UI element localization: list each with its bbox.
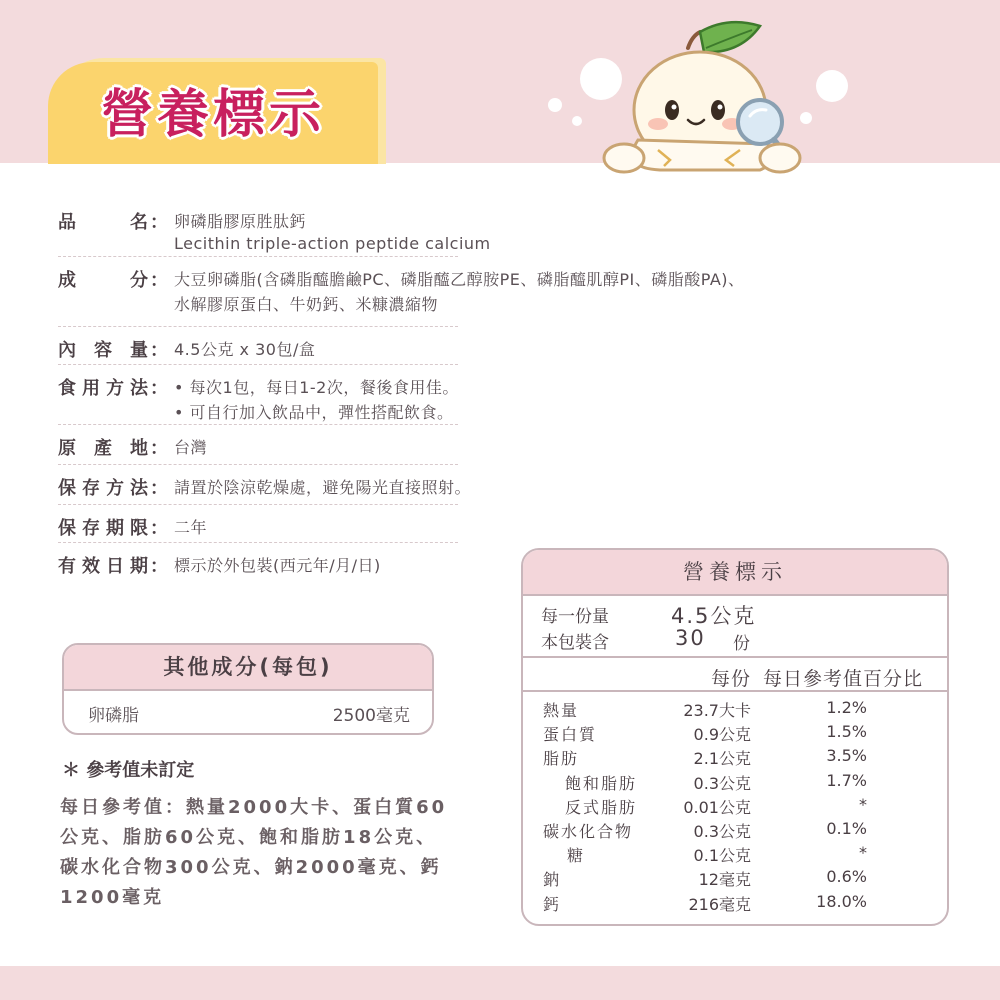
info-divider	[58, 542, 458, 543]
mascot-hand-left	[604, 144, 644, 172]
info-value: 台灣	[174, 438, 208, 457]
info-divider	[58, 424, 458, 425]
nutrient-amount: 0.1公克	[693, 846, 751, 866]
info-label	[58, 374, 162, 400]
nutrient-name: 反式脂肪	[565, 797, 638, 817]
bubble-decoration	[548, 98, 562, 112]
nutrition-row	[523, 819, 947, 843]
other-ingredient-value: 2500毫克	[332, 706, 410, 726]
info-label-text: 成 分	[58, 270, 148, 291]
serving-size-value: 4.5公克	[671, 604, 757, 628]
nutrient-daily-percent: *	[859, 843, 867, 863]
info-colon: ：	[150, 212, 168, 233]
info-label-text: 食 用 方 法	[58, 378, 148, 399]
info-colon: ：	[150, 438, 168, 459]
nutrition-table	[521, 548, 949, 926]
nutrient-daily-percent: *	[859, 794, 867, 814]
info-value: 卵磷脂膠原胜肽鈣	[174, 212, 307, 231]
info-divider	[58, 326, 458, 327]
info-value: • 每次1包，每日1-2次，餐後食用佳。	[174, 378, 459, 397]
nutrient-daily-percent: 3.5%	[826, 746, 867, 766]
nutrient-amount: 2.1公克	[693, 749, 751, 769]
nutrient-name: 脂肪	[543, 749, 580, 769]
nutrient-amount: 23.7大卡	[683, 701, 751, 720]
nutrition-row	[523, 722, 947, 746]
nutrition-row	[523, 795, 947, 819]
nutrient-amount: 0.3公克	[693, 822, 751, 841]
bubble-decoration	[572, 116, 582, 126]
bubble-decoration	[816, 70, 848, 102]
info-label	[58, 552, 162, 578]
daily-value-header: 每日參考值百分比	[763, 668, 924, 690]
info-value: 大豆卵磷脂(含磷脂醯膽鹼PC、磷脂醯乙醇胺PE、磷脂醯肌醇PI、磷脂酸PA)、	[174, 270, 745, 289]
servings-count-value: 30	[675, 626, 706, 650]
info-label	[58, 336, 162, 362]
info-colon: ：	[150, 478, 168, 499]
reference-note-body: 每日參考值：熱量2000大卡、蛋白質60公克、脂肪60公克、飽和脂肪18公克、碳水化合物300公克、鈉2000毫克、鈣1200毫克	[60, 797, 448, 908]
info-label-text: 有 效 日 期	[58, 556, 148, 577]
nutrient-amount: 0.3公克	[693, 773, 751, 793]
nutrition-row	[523, 746, 947, 770]
nutrient-amount: 0.01公克	[683, 797, 751, 817]
servings-count-unit: 份	[733, 634, 750, 654]
nutrient-name: 熱量	[543, 701, 580, 720]
info-colon: ：	[150, 270, 168, 291]
info-label	[58, 208, 162, 234]
info-label	[58, 474, 162, 500]
nutrient-daily-percent: 0.1%	[826, 819, 867, 838]
info-value: 標示於外包裝(西元年/月/日)	[174, 556, 381, 575]
info-colon: ：	[150, 556, 168, 577]
info-value: 請置於陰涼乾燥處，避免陽光直接照射。	[174, 478, 472, 497]
info-label-text: 保 存 期 限	[58, 518, 148, 539]
footer-band	[0, 966, 1000, 1000]
nutrient-amount: 12毫克	[698, 870, 751, 890]
servings-count-label: 本包裝含	[541, 633, 609, 653]
mascot-illustration	[600, 18, 810, 178]
info-label-text: 保 存 方 法	[58, 478, 148, 499]
info-label	[58, 514, 162, 540]
table-divider	[523, 690, 947, 692]
nutrient-daily-percent: 1.7%	[826, 770, 867, 790]
nutrition-row	[523, 867, 947, 891]
nutrition-row	[523, 843, 947, 867]
info-divider	[58, 504, 458, 505]
serving-size-label: 每一份量	[541, 607, 609, 627]
nutrition-row	[523, 892, 947, 916]
nutrient-name: 鈣	[543, 894, 562, 914]
nutrition-row	[523, 771, 947, 795]
info-divider	[58, 256, 458, 257]
nutrition-row	[523, 698, 947, 722]
per-serving-header: 每份	[711, 668, 752, 690]
nutrient-name: 碳水化合物	[543, 822, 634, 841]
other-ingredients-title: 其他成分(每包)	[64, 645, 432, 691]
nutrient-name: 飽和脂肪	[565, 773, 638, 793]
info-value: Lecithin triple-action peptide calcium	[174, 234, 491, 253]
nutrient-name: 鈉	[543, 870, 562, 890]
page-title: 營養標示	[100, 85, 325, 145]
nutrient-name: 糖	[567, 846, 586, 866]
mascot-hand-right	[760, 144, 800, 172]
info-colon: ：	[150, 518, 168, 539]
info-value: • 可自行加入飲品中，彈性搭配飲食。	[174, 403, 454, 422]
nutrient-name: 蛋白質	[543, 725, 598, 745]
nutrient-daily-percent: 1.5%	[826, 722, 867, 742]
info-colon: ：	[150, 378, 168, 399]
reference-note-title: ＊ 參考值未訂定	[62, 760, 195, 781]
info-value: 4.5公克 x 30包/盒	[174, 340, 316, 359]
info-label-text: 品 名	[58, 212, 148, 233]
nutrient-daily-percent: 0.6%	[826, 867, 867, 887]
nutrition-table-title: 營養標示	[523, 550, 947, 596]
info-label-text: 原 產 地	[58, 438, 148, 459]
info-value: 二年	[174, 518, 208, 537]
other-ingredients-box	[62, 643, 434, 735]
info-colon: ：	[150, 340, 168, 361]
stem-icon	[688, 32, 700, 48]
info-value: 水解膠原蛋白、牛奶鈣、米糠濃縮物	[174, 295, 439, 314]
nutrient-amount: 216毫克	[688, 894, 751, 914]
table-divider	[523, 656, 947, 658]
nutrient-daily-percent: 1.2%	[826, 698, 867, 717]
info-label	[58, 266, 162, 292]
nutrient-daily-percent: 18.0%	[816, 891, 867, 911]
info-label-text: 內 容 量	[58, 340, 148, 361]
info-divider	[58, 364, 458, 365]
info-label	[58, 434, 162, 460]
nutrient-amount: 0.9公克	[693, 725, 751, 745]
info-divider	[58, 464, 458, 465]
other-ingredient-name: 卵磷脂	[88, 706, 139, 726]
